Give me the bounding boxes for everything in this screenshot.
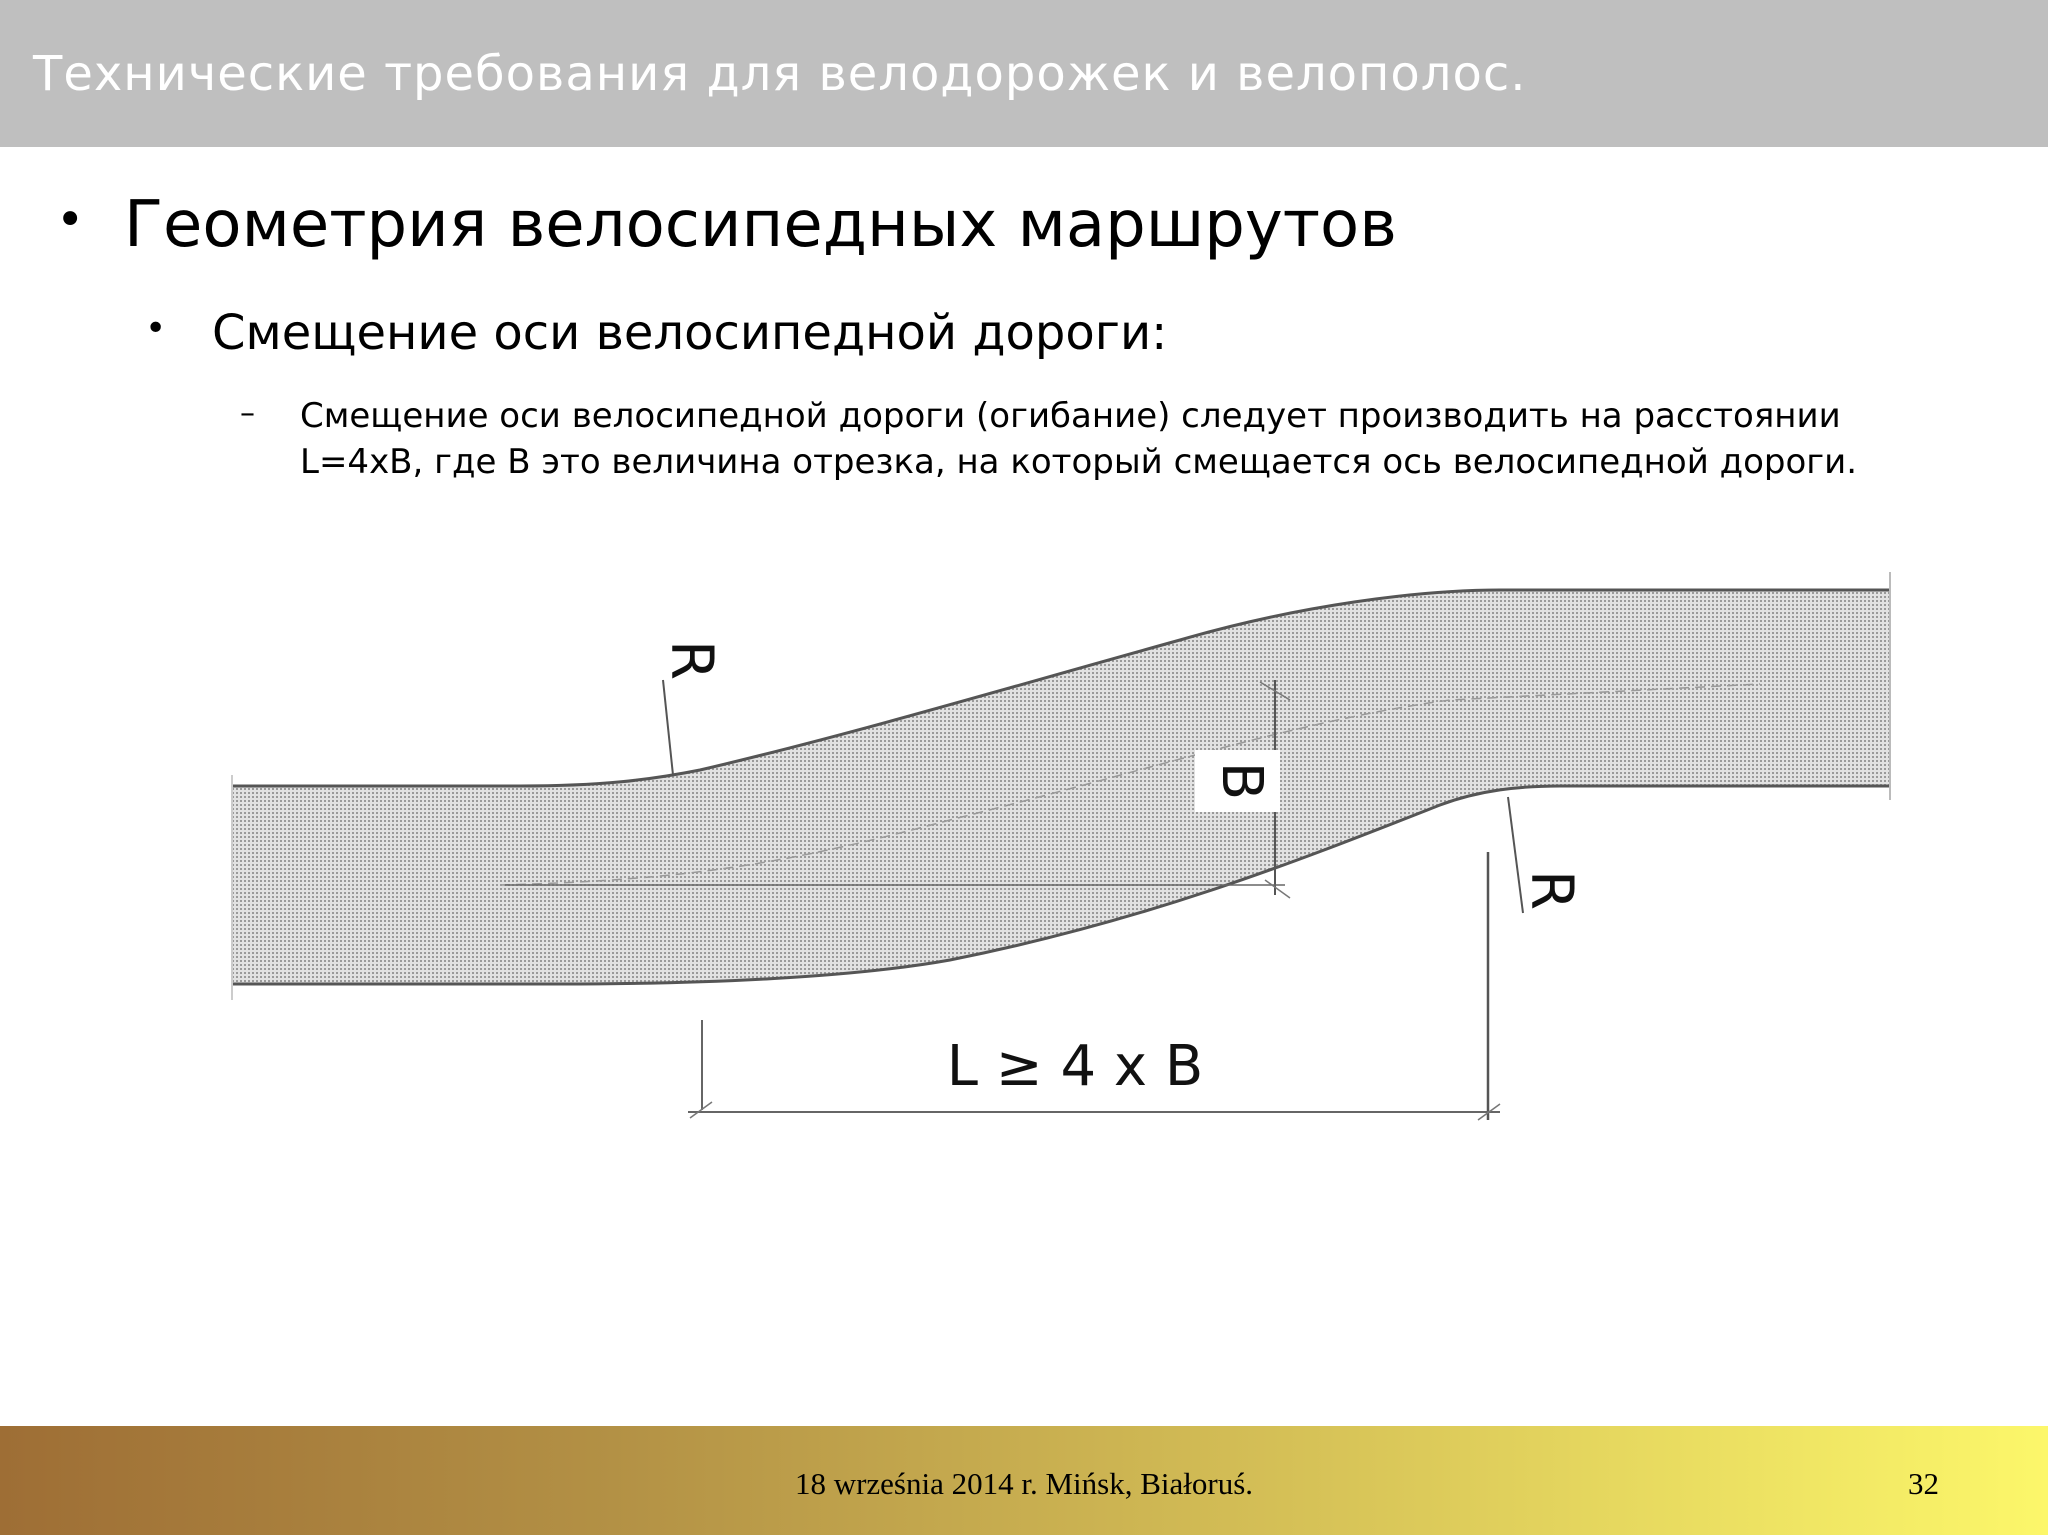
page-number: 32: [1908, 1466, 1939, 1501]
bullet-level1: Геометрия велосипедных маршрутов: [124, 188, 1397, 262]
dash-marker: –: [240, 396, 255, 431]
label-l: L ≥ 4 x B: [946, 1034, 1204, 1099]
bullet-dot: •: [56, 192, 85, 248]
r-leader-top: [663, 680, 673, 775]
bullet-level2: Смещение оси велосипедной дороги:: [212, 305, 1168, 361]
bullet-dot: •: [145, 308, 167, 349]
footer-text: 18 września 2014 r. Mińsk, Białoruś.: [794, 1466, 1254, 1501]
label-b: B: [1208, 761, 1274, 801]
label-r-bottom: R: [1517, 869, 1586, 911]
slide-title: Технические требования для велодорожек и велополос.: [33, 46, 1527, 102]
label-r-top: R: [657, 639, 726, 681]
bullet-level3: Смещение оси велосипедной дороги (огибание) следует производить на расстоянии L=4xB, где B это величина отрезка, на который смещается ось велосипедной дороги.: [300, 396, 1858, 482]
footer-bar: [0, 1426, 2048, 1535]
